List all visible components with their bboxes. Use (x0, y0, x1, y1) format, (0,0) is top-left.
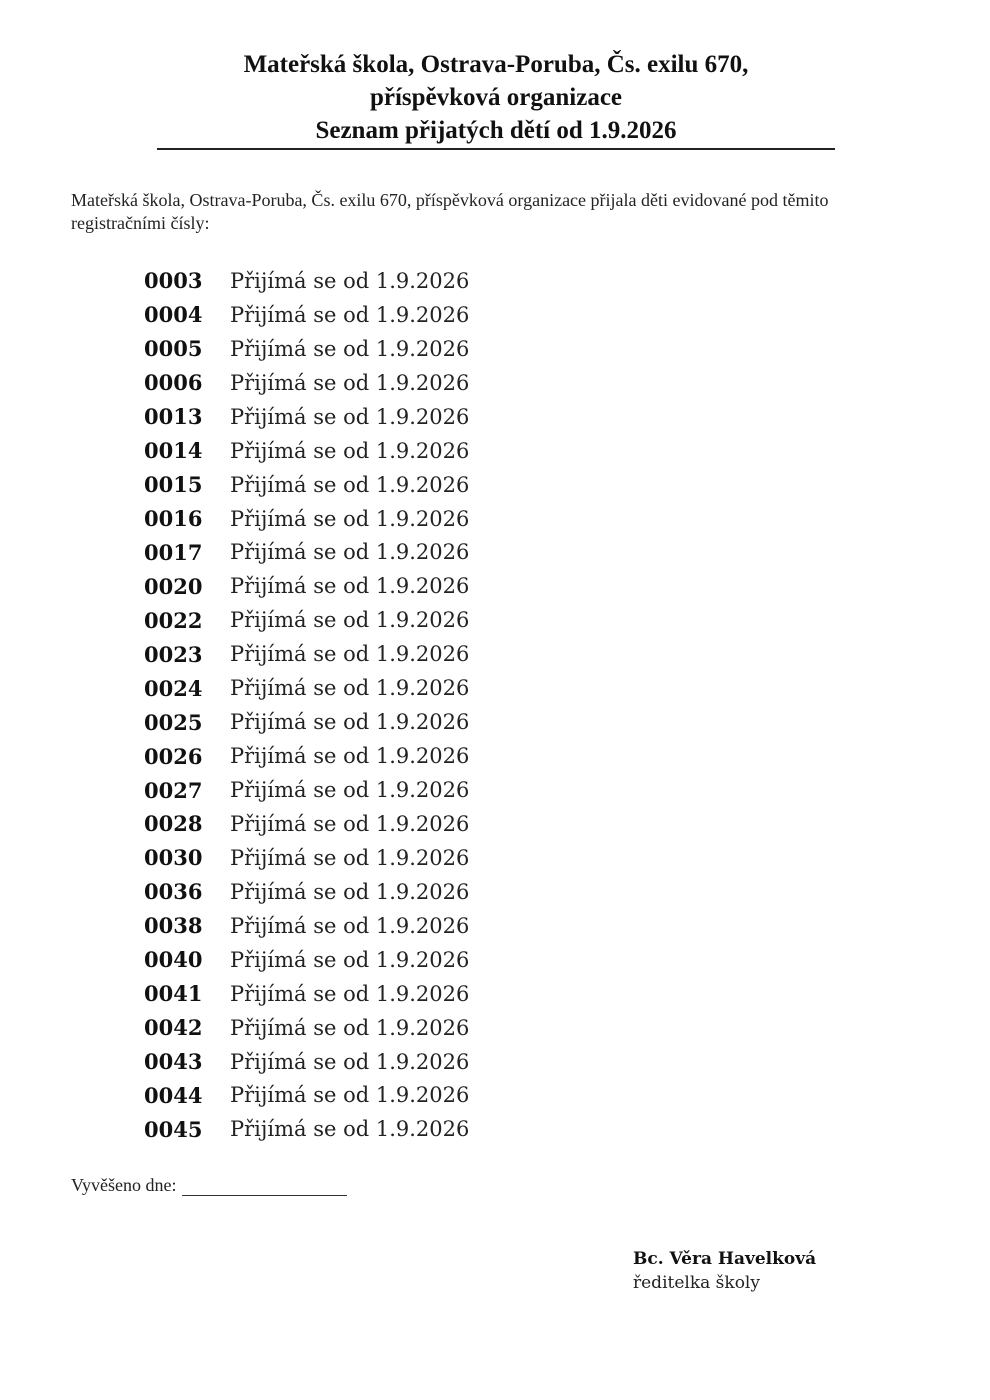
list-item (144, 502, 644, 536)
registration-number: 0042 (144, 1015, 203, 1041)
list-item (144, 705, 644, 739)
list-item (144, 841, 644, 875)
admission-status: Přijímá se od 1.9.2026 (230, 879, 470, 904)
registration-number: 0025 (144, 709, 203, 735)
admission-status: Přijímá se od 1.9.2026 (230, 913, 470, 938)
registration-number: 0004 (144, 302, 203, 328)
admission-status: Přijímá se od 1.9.2026 (230, 1083, 470, 1108)
admission-status: Přijímá se od 1.9.2026 (230, 642, 470, 667)
list-item (144, 1079, 644, 1113)
intro-paragraph: Mateřská škola, Ostrava-Poruba, Čs. exilu 670, příspěvková organizace přijala děti evidované pod těmito registračními čísly: (71, 190, 829, 233)
list-item (144, 400, 644, 434)
admission-status: Přijímá se od 1.9.2026 (230, 472, 470, 497)
registration-number: 0013 (144, 404, 203, 430)
list-item (144, 1112, 644, 1146)
posted-date-label: Vyvěšeno dne: (71, 1175, 177, 1195)
registration-number: 0038 (144, 913, 203, 939)
list-item (144, 569, 644, 603)
admission-status: Přijímá se od 1.9.2026 (230, 981, 470, 1006)
list-item (144, 807, 644, 841)
admission-status: Přijímá se od 1.9.2026 (230, 1117, 470, 1142)
admission-status: Přijímá se od 1.9.2026 (230, 778, 470, 803)
registration-number: 0045 (144, 1116, 203, 1142)
admission-status: Přijímá se od 1.9.2026 (230, 506, 470, 531)
list-item (144, 909, 644, 943)
document-header (157, 48, 835, 147)
registration-number: 0006 (144, 370, 203, 396)
list-item (144, 366, 644, 400)
list-item (144, 875, 644, 909)
admission-status: Přijímá se od 1.9.2026 (230, 574, 470, 599)
accepted-children-list (144, 264, 644, 1146)
list-item (144, 536, 644, 570)
list-item (144, 977, 644, 1011)
admission-status: Přijímá se od 1.9.2026 (230, 370, 470, 395)
list-item (144, 637, 644, 671)
admission-status: Přijímá se od 1.9.2026 (230, 1015, 470, 1040)
header-divider (157, 148, 835, 150)
posted-date-blank-line (182, 1178, 347, 1196)
registration-number: 0044 (144, 1082, 203, 1108)
admission-status: Přijímá se od 1.9.2026 (230, 947, 470, 972)
registration-number: 0015 (144, 472, 203, 498)
list-item (144, 603, 644, 637)
list-item (144, 264, 644, 298)
admission-status: Přijímá se od 1.9.2026 (230, 404, 470, 429)
registration-number: 0016 (144, 506, 203, 532)
admission-status: Přijímá se od 1.9.2026 (230, 676, 470, 701)
list-item (144, 298, 644, 332)
signatory-name: Bc. Věra Havelková (633, 1249, 817, 1269)
registration-number: 0030 (144, 845, 203, 871)
registration-number: 0028 (144, 811, 203, 837)
admission-status: Přijímá se od 1.9.2026 (230, 608, 470, 633)
admission-status: Přijímá se od 1.9.2026 (230, 540, 470, 565)
list-item (144, 773, 644, 807)
registration-number: 0024 (144, 675, 203, 701)
list-item (144, 434, 644, 468)
list-item (144, 1011, 644, 1045)
signature-block (633, 1247, 816, 1295)
list-item (144, 943, 644, 977)
registration-number: 0040 (144, 947, 203, 973)
list-item (144, 332, 644, 366)
admission-status: Přijímá se od 1.9.2026 (230, 811, 470, 836)
registration-number: 0041 (144, 981, 203, 1007)
admission-status: Přijímá se od 1.9.2026 (230, 744, 470, 769)
document-title: Seznam přijatých dětí od 1.9.2026 (315, 117, 677, 144)
signatory-role: ředitelka školy (633, 1273, 760, 1293)
registration-number: 0027 (144, 777, 203, 803)
admission-status: Přijímá se od 1.9.2026 (230, 438, 470, 463)
list-item (144, 739, 644, 773)
registration-number: 0023 (144, 641, 203, 667)
list-item (144, 468, 644, 502)
registration-number: 0036 (144, 879, 203, 905)
admission-status: Přijímá se od 1.9.2026 (230, 1049, 470, 1074)
admission-status: Přijímá se od 1.9.2026 (230, 710, 470, 735)
list-item (144, 1045, 644, 1079)
admission-status: Přijímá se od 1.9.2026 (230, 268, 470, 293)
registration-number: 0005 (144, 336, 203, 362)
header-line-school: Mateřská škola, Ostrava-Poruba, Čs. exilu 670, (243, 51, 749, 78)
admission-status: Přijímá se od 1.9.2026 (230, 336, 470, 361)
registration-number: 0017 (144, 539, 203, 565)
registration-number: 0022 (144, 607, 203, 633)
admission-status: Přijímá se od 1.9.2026 (230, 845, 470, 870)
posted-date-field (71, 1175, 347, 1196)
registration-number: 0026 (144, 743, 203, 769)
registration-number: 0003 (144, 268, 203, 294)
registration-number: 0043 (144, 1049, 203, 1075)
admission-status: Přijímá se od 1.9.2026 (230, 302, 470, 327)
registration-number: 0020 (144, 573, 203, 599)
list-item (144, 671, 644, 705)
header-line-organization: příspěvková organizace (369, 84, 623, 111)
registration-number: 0014 (144, 438, 203, 464)
